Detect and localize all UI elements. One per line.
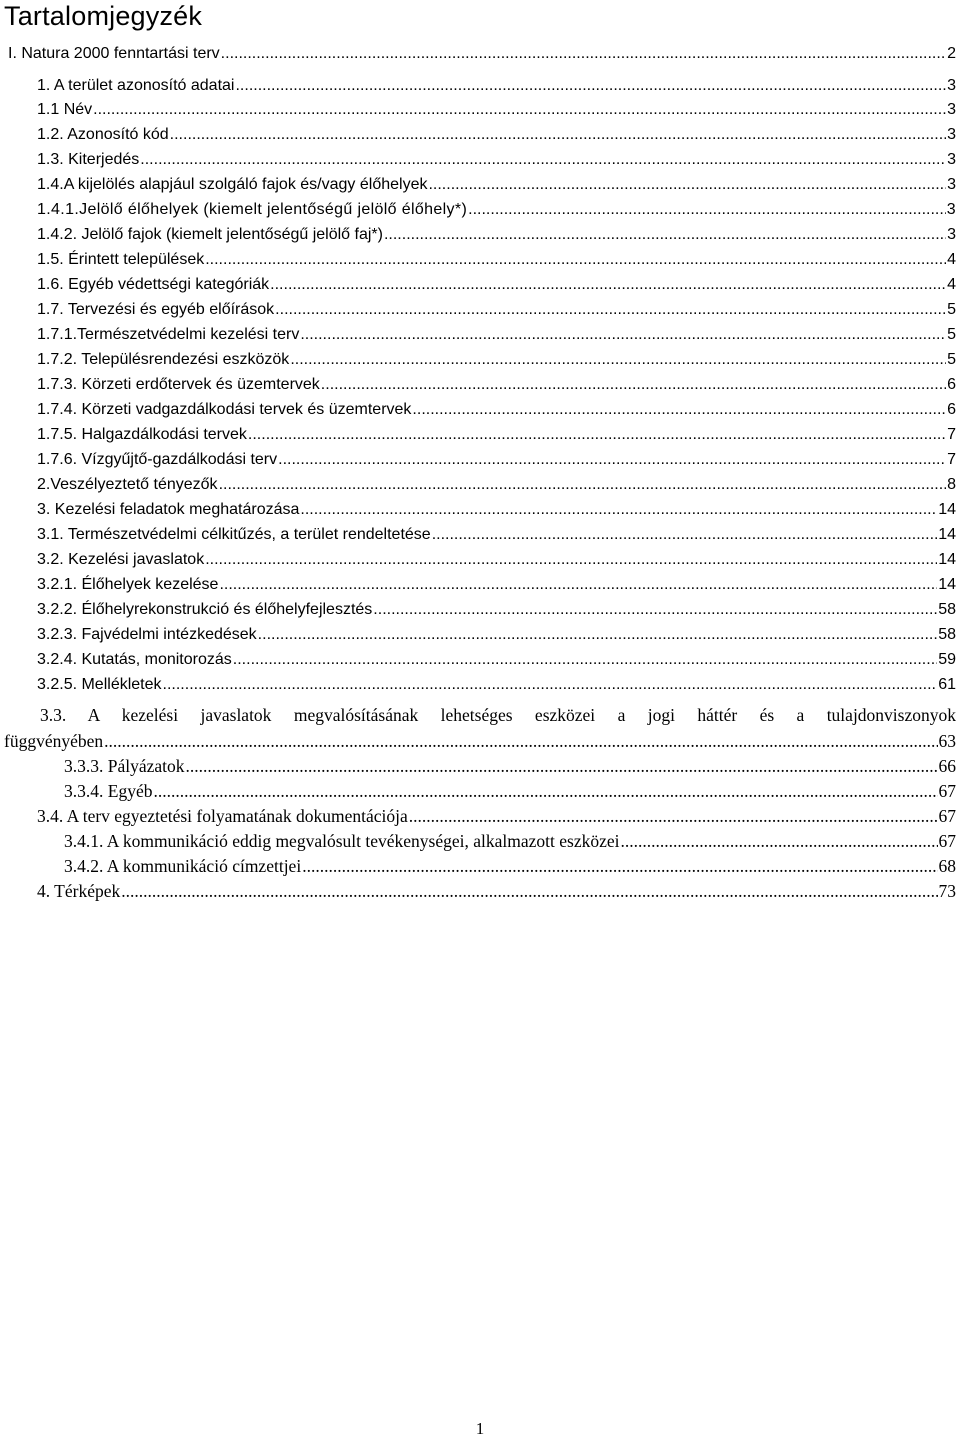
toc-entry-title: 3.4.1. A kommunikáció eddig megvalósult tevékenységei, alkalmazott eszközei: [64, 831, 620, 851]
toc-entry-title: 1.2. Azonosító kód: [37, 126, 169, 143]
toc-entry[interactable]: [37, 573, 956, 597]
toc-entry[interactable]: [37, 398, 956, 422]
toc-entry-title: 1.3. Kiterjedés: [37, 151, 140, 168]
toc-dot-leader: [235, 74, 946, 98]
toc-entry-title: 3.1. Természetvédelmi célkitűzés, a terület rendeltetése: [37, 526, 431, 543]
toc-entry[interactable]: [8, 42, 956, 66]
toc-entry[interactable]: [64, 754, 956, 778]
toc-entry-title: 1.7.3. Körzeti erdőtervek és üzemtervek: [37, 376, 320, 393]
toc-entry-title: 1.1 Név: [37, 101, 93, 118]
toc-entry-page: 14: [938, 576, 956, 593]
toc-entry-page: 59: [938, 651, 956, 668]
toc-entry[interactable]: [37, 473, 956, 497]
toc-entry-title: 3.2.4. Kutatás, monitorozás: [37, 651, 232, 668]
toc-entry-page: 3: [947, 77, 956, 94]
toc-entry-title: 1.4.2. Jelölő fajok (kiemelt jelentőségű jelölő faj*): [37, 226, 383, 243]
toc-entry[interactable]: [37, 804, 956, 828]
toc-dot-leader: [321, 373, 946, 397]
toc-entry-page: 3: [946, 201, 956, 218]
toc-dot-leader: [412, 398, 946, 422]
toc-entry[interactable]: [37, 223, 956, 247]
toc-entry[interactable]: [64, 854, 956, 878]
toc-dot-leader: [278, 448, 946, 472]
toc-entry-page: 4: [947, 251, 956, 268]
toc-entry-title: 1.7.1.Természetvédelmi kezelési terv: [37, 326, 300, 343]
toc-entry-page: 58: [938, 601, 956, 618]
toc-dot-leader: [205, 248, 946, 272]
toc-dot-leader: [233, 648, 937, 672]
toc-dot-leader: [104, 729, 937, 753]
toc-entry[interactable]: [37, 523, 956, 547]
toc-entry-page: 6: [947, 376, 956, 393]
toc-entry-title: 3.3.4. Egyéb: [64, 781, 153, 801]
toc-entry-title: 3.4. A terv egyeztetési folyamatának dokumentációja: [37, 806, 408, 826]
toc-entry-title: I. Natura 2000 fenntartási terv: [8, 45, 220, 62]
toc-entry-page: 6: [947, 401, 956, 418]
toc-entry-title: 1.4.A kijelölés alapjául szolgáló fajok és/vagy élőhelyek: [37, 176, 428, 193]
toc-dot-leader: [219, 473, 947, 497]
toc-entry[interactable]: [37, 623, 956, 647]
toc-entry-title: 1. A terület azonosító adatai: [37, 77, 235, 94]
toc-entry-title: 4. Térképek: [37, 881, 121, 901]
toc-dot-leader: [302, 854, 937, 878]
toc-entry[interactable]: [37, 323, 956, 347]
toc-entry-title: 3.2.3. Fajvédelmi intézkedések: [37, 626, 257, 643]
toc-entry[interactable]: [64, 779, 956, 803]
toc-entry-title: 1.5. Érintett települések: [37, 251, 205, 268]
toc-entry-page: 3: [947, 101, 956, 118]
toc-entry-page: 63: [938, 731, 956, 751]
toc-entry-title: függvényében: [4, 731, 104, 751]
toc-entry-page: 8: [947, 476, 956, 493]
toc-dot-leader: [258, 623, 938, 647]
toc-dot-leader: [270, 273, 946, 297]
toc-entry[interactable]: [37, 173, 956, 197]
toc-dot-leader: [409, 804, 938, 828]
toc-entry[interactable]: [37, 498, 956, 522]
toc-entry-page: 67: [938, 806, 956, 826]
toc-entry[interactable]: [37, 298, 956, 322]
toc-entry-page: 14: [938, 501, 956, 518]
toc-entry-page: 58: [938, 626, 956, 643]
toc-entry[interactable]: [37, 598, 956, 622]
toc-entry[interactable]: [37, 198, 956, 222]
toc-entry[interactable]: [37, 673, 956, 697]
toc-entry-title: 1.7.6. Vízgyűjtő-gazdálkodási terv: [37, 451, 278, 468]
toc-entry-page: 3: [947, 151, 956, 168]
toc-entry-page: 4: [947, 276, 956, 293]
toc-entry-title: 3.2. Kezelési javaslatok: [37, 551, 205, 568]
toc-entry[interactable]: [37, 879, 956, 903]
toc-dot-leader: [275, 298, 946, 322]
toc-entry-title: 1.6. Egyéb védettségi kategóriák: [37, 276, 270, 293]
toc-entry-page: 67: [938, 781, 956, 801]
toc-entry[interactable]: [37, 373, 956, 397]
toc-entry-title: 2.Veszélyeztető tényezők: [37, 476, 218, 493]
toc-dot-leader: [186, 754, 938, 778]
toc-entry-title: 3. Kezelési feladatok meghatározása: [37, 501, 300, 518]
toc-entry-title: 1.7.4. Körzeti vadgazdálkodási tervek és üzemtervek: [37, 401, 412, 418]
toc-dot-leader: [300, 323, 946, 347]
toc-entry-page: 5: [947, 326, 956, 343]
toc-dot-leader: [468, 198, 946, 222]
toc-entry-title: 3.4.2. A kommunikáció címzettjei: [64, 856, 302, 876]
toc-entry-page: 3: [947, 126, 956, 143]
toc-entry-page: 3: [947, 176, 956, 193]
toc-entry[interactable]: [4, 729, 956, 753]
toc-entry[interactable]: [37, 348, 956, 372]
toc-entry[interactable]: [37, 648, 956, 672]
toc-entry-page: 67: [938, 831, 956, 851]
toc-dot-leader: [620, 829, 937, 853]
toc-entry[interactable]: [37, 423, 956, 447]
toc-entry[interactable]: [37, 98, 956, 122]
toc-entry-page: 2: [947, 45, 956, 62]
toc-dot-leader: [428, 173, 946, 197]
toc-dot-leader: [300, 498, 937, 522]
toc-entry-title: 3.2.2. Élőhelyrekonstrukció és élőhelyfejlesztés: [37, 601, 373, 618]
toc-entry[interactable]: [37, 123, 956, 147]
toc-entry-page: 66: [938, 756, 956, 776]
toc-entry[interactable]: [37, 273, 956, 297]
toc-entry-title-line1: 3.3. A kezelési javaslatok megvalósításának lehetséges eszközei a jogi háttér és a tulajdonviszonyok: [40, 705, 956, 725]
toc-dot-leader: [140, 148, 946, 172]
toc-entry[interactable]: [64, 829, 956, 853]
toc-entry-page: 68: [938, 856, 956, 876]
toc-entry-page: 73: [938, 881, 956, 901]
toc-entry-page: 14: [938, 551, 956, 568]
toc-entry[interactable]: [37, 548, 956, 572]
toc-entry-title: 3.3.3. Pályázatok: [64, 756, 185, 776]
toc-entry[interactable]: [37, 74, 956, 98]
toc-entry-title: 3.2.1. Élőhelyek kezelése: [37, 576, 219, 593]
toc-entry-page: 5: [947, 351, 956, 368]
toc-entry-title: 1.7.5. Halgazdálkodási tervek: [37, 426, 247, 443]
toc-dot-leader: [432, 523, 938, 547]
toc-entry-title: 3.2.5. Mellékletek: [37, 676, 162, 693]
toc-dot-leader: [153, 779, 937, 803]
toc-entry-page: 7: [947, 426, 956, 443]
toc-dot-leader: [93, 98, 946, 122]
toc-dot-leader: [384, 223, 946, 247]
toc-dot-leader: [121, 879, 937, 903]
toc-entry-page: 14: [938, 526, 956, 543]
toc-entry[interactable]: [37, 448, 956, 472]
toc-entry-page: 61: [938, 676, 956, 693]
toc-dot-leader: [373, 598, 937, 622]
toc-dot-leader: [248, 423, 946, 447]
toc-dot-leader: [163, 673, 938, 697]
toc-dot-leader: [170, 123, 946, 147]
toc-entry-title: 1.4.1.Jelölő élőhelyek (kiemelt jelentőségű jelölő élőhely*): [37, 201, 468, 218]
page-title: Tartalomjegyzék: [4, 1, 203, 31]
toc-entry-wrapped-line[interactable]: [40, 703, 956, 727]
toc-dot-leader: [205, 548, 937, 572]
toc-entry[interactable]: [37, 148, 956, 172]
toc-entry-page: 5: [947, 301, 956, 318]
toc-dot-leader: [219, 573, 937, 597]
toc-dot-leader: [221, 42, 946, 66]
toc-entry-title: 1.7. Tervezési és egyéb előírások: [37, 301, 275, 318]
toc-entry-page: 3: [947, 226, 956, 243]
toc-entry-title: 1.7.2. Településrendezési eszközök: [37, 351, 290, 368]
toc-dot-leader: [290, 348, 946, 372]
page-number: 1: [475, 1419, 485, 1438]
toc-entry[interactable]: [37, 248, 956, 272]
toc-entry-page: 7: [947, 451, 956, 468]
